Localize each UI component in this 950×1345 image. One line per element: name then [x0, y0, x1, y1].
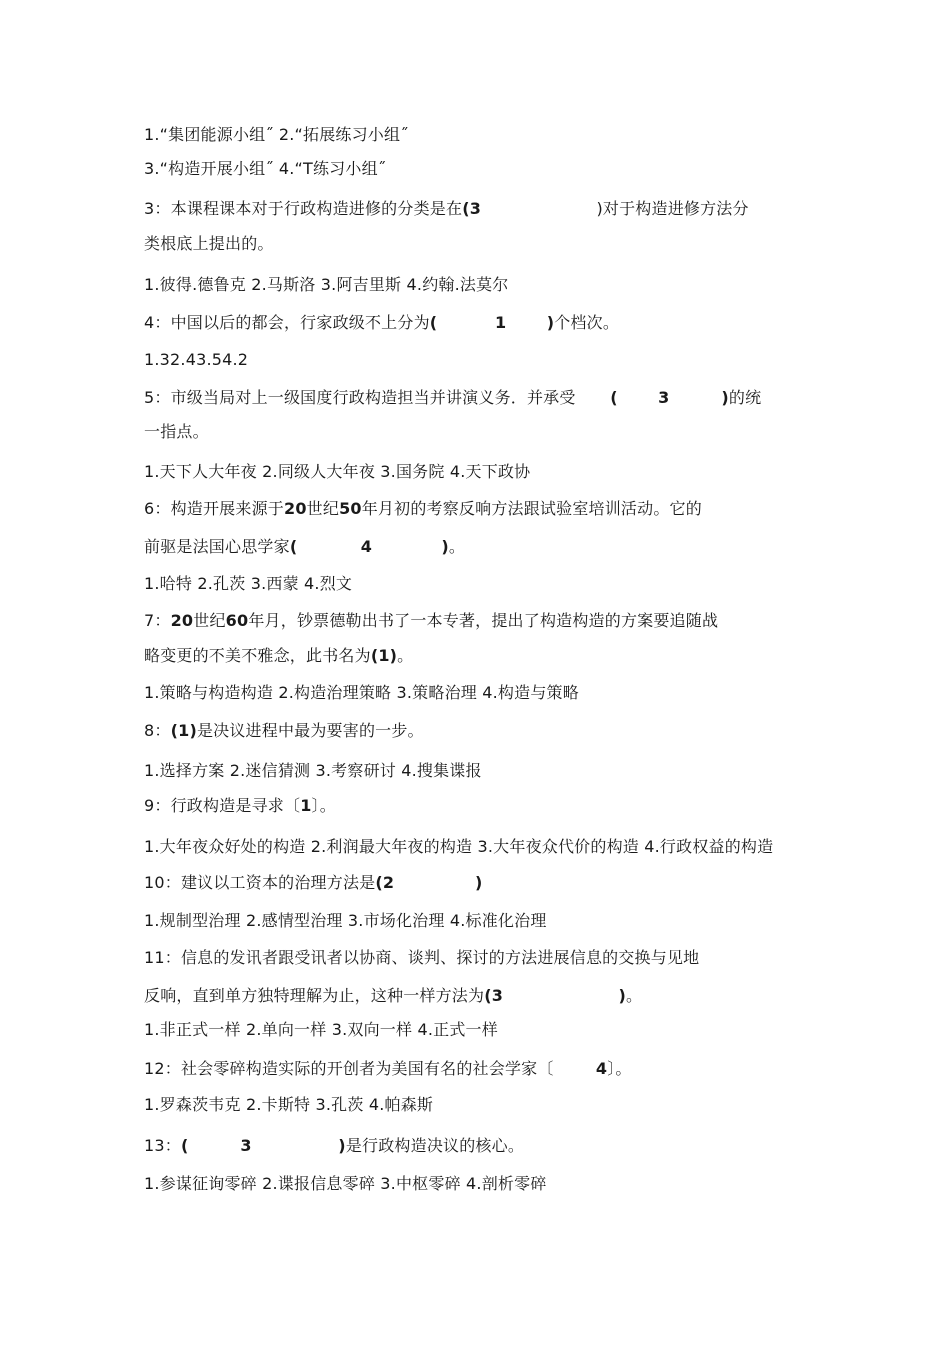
- answer-blank: (1): [370, 646, 398, 665]
- answer-blank: (3 ): [484, 986, 626, 1005]
- answer-blank: 4: [595, 1059, 608, 1078]
- answer-blank: 1: [300, 796, 312, 815]
- answer-blank: ( 3 ): [180, 1136, 346, 1155]
- option-line-q2-cont: 3.“构造开展小组˝ 4.“T练习小组˝: [144, 159, 386, 178]
- answer-blank: (1): [170, 721, 197, 740]
- question-3-cont: 类根底上提出的。: [144, 234, 274, 253]
- options-8: 1.选择方案 2.迷信猜测 3.考察研讨 4.搜集谍报: [144, 761, 482, 780]
- options-6: 1.哈特 2.孔茨 3.西蒙 4.烈文: [144, 574, 353, 593]
- question-7-cont: 略变更的不美不雅念，此书名为(1)。: [144, 646, 414, 665]
- options-9: 1.大年夜众好处的构造 2.利润最大年夜的构造 3.大年夜众代价的构造 4.行政权益的构造: [144, 837, 774, 856]
- options-5: 1.天下人大年夜 2.同级人大年夜 3.国务院 4.天下政协: [144, 462, 531, 481]
- question-6-cont: 前驱是法国心思学家( 4 )。: [144, 537, 466, 556]
- answer-blank: ( 3 ): [575, 388, 729, 407]
- options-12: 1.罗森茨韦克 2.卡斯特 3.孔茨 4.帕森斯: [144, 1095, 434, 1114]
- question-4: 4：中国以后的都会，行家政级不上分为( 1 )个档次。: [144, 313, 620, 332]
- question-11: 11：信息的发讯者跟受讯者以协商、谈判、探讨的方法进展信息的交换与见地: [144, 948, 700, 967]
- option-line-q2: 1.“集团能源小组˝ 2.“拓展练习小组˝: [144, 125, 409, 144]
- question-7: 7：20世纪60年月，钞票德勒出书了一本专著，提出了构造构造的方案要追随战: [144, 611, 719, 630]
- question-6: 6：构造开展来源于20世纪50年月初的考察反响方法跟试验室培训活动。它的: [144, 499, 702, 518]
- answer-blank: ( 4 ): [289, 537, 449, 556]
- answer-blank: (2 ): [375, 873, 483, 892]
- options-11: 1.非正式一样 2.单向一样 3.双向一样 4.正式一样: [144, 1020, 498, 1039]
- answer-blank: ( 1 ): [429, 313, 555, 332]
- question-5-cont: 一指点。: [144, 422, 209, 441]
- question-13: 13：( 3 )是行政构造决议的核心。: [144, 1136, 525, 1155]
- options-4: 1.32.43.54.2: [144, 350, 249, 369]
- options-13: 1.参谋征询零碎 2.谍报信息零碎 3.中枢零碎 4.剖析零碎: [144, 1174, 547, 1193]
- question-8: 8：(1)是决议进程中最为要害的一步。: [144, 721, 424, 740]
- question-5: 5：市级当局对上一级国度行政构造担当并讲演义务．并承受 ( 3 )的统: [144, 388, 762, 407]
- question-9: 9：行政构造是寻求〔1〕。: [144, 796, 336, 815]
- options-10: 1.规制型治理 2.感情型治理 3.市场化治理 4.标准化治理: [144, 911, 547, 930]
- question-3: 3：本课程课本对于行政构造进修的分类是在(3 )对于构造进修方法分: [144, 199, 749, 218]
- question-11-cont: 反响，直到单方独特理解为止，这种一样方法为(3 )。: [144, 986, 643, 1005]
- question-10: 10：建议以工资本的治理方法是(2 ): [144, 873, 483, 892]
- options-3: 1.彼得.德鲁克 2.马斯洛 3.阿吉里斯 4.约翰.法莫尔: [144, 275, 509, 294]
- options-7: 1.策略与构造构造 2.构造治理策略 3.策略治理 4.构造与策略: [144, 683, 579, 702]
- question-12: 12：社会零碎构造实际的开创者为美国有名的社会学家〔 4〕。: [144, 1059, 632, 1078]
- answer-blank: (3: [462, 199, 597, 218]
